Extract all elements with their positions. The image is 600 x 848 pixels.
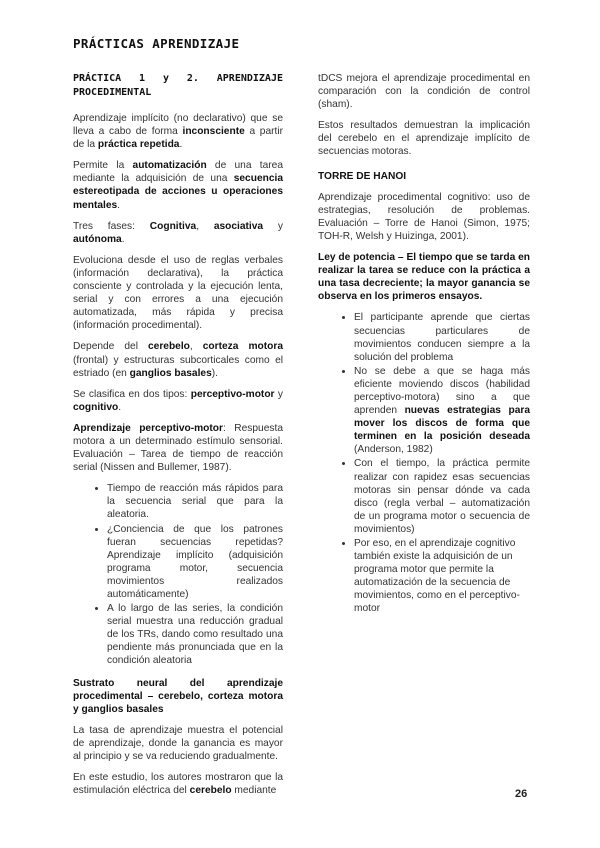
page-number: 26 (515, 788, 528, 800)
list-item: • A lo largo de las series, la condición serial muestra una reducción gradual de los TRs, dando como resultado una pendiente más pronunciada que en la condición aleatoria (107, 602, 283, 667)
subheading-sustrato-neural: Sustrato neural del aprendizaje procedimental – cerebelo, corteza motora y ganglios basales (73, 677, 283, 715)
paragraph-resultados: Estos resultados demuestran la implicación del cerebelo en el aprendizaje implícito de secuencias motoras. (318, 120, 530, 158)
list-item: • Con el tiempo, la práctica permite realizar con rapidez esas secuencias motoras sin pensar dónde va cada disco (regla verbal – automatización de un programa motor o secuencia de movimientos) (354, 457, 530, 536)
paragraph-clasifica: Se clasifica en dos tipos: perceptivo-motor y cognitivo. (73, 388, 283, 413)
paragraph-automatizacion: Permite la automatización de una tarea mediante la adquisición de una secuencia estereotipada de acciones u operaciones mentales. (73, 160, 283, 211)
list-item: • No se debe a que se haga más eficiente moviendo discos (habilidad perceptivo-motora) sino a que aprenden nuevas estrategias para mover los discos de forma que terminen en la posición deseada (Anderson, 1982) (354, 365, 530, 457)
paragraph-depende: Depende del cerebelo, corteza motora (frontal) y estructuras subcorticales como el estriado (en ganglios basales). (73, 341, 283, 379)
paragraph-tres-fases: Tres fases: Cognitiva, asociativa y autónoma. (73, 220, 283, 245)
list-item: • Por eso, en el aprendizaje cognitivo también existe la adquisición de un programa motor que permite la automatización de la secuencia de movimientos, como en el perceptivo-motor (354, 537, 530, 616)
list-item: • ¿Conciencia de que los patrones fueran secuencias repetidas? Aprendizaje implícito (adquisición programa motor, secuencia movimientos realizados automáticamente) (107, 523, 283, 602)
paragraph-aprendizaje-implicito: Aprendizaje implícito (no declarativo) que se lleva a cabo de forma inconsciente a partir de la práctica repetida. (73, 113, 283, 151)
paragraph-perceptivo-motor: Aprendizaje perceptivo-motor: Respuesta motora a un determinado estímulo sensorial. Evaluación – Tarea de tiempo de reacción serial (Nissen and Bullemer, 1987). (73, 422, 283, 474)
list-item: • El participante aprende que ciertas secuencias particulares de movimientos conducen siempre a la solución del problema (354, 311, 530, 363)
paragraph-tdcs: tDCS mejora el aprendizaje procedimental en comparación con la condición de control (sham). (318, 73, 530, 111)
bullet-list-left (73, 482, 283, 667)
right-column (318, 72, 530, 625)
left-column (73, 72, 283, 805)
paragraph-torre-hanoi: Aprendizaje procedimental cognitivo: uso de estrategias, resolución de problemas. Evaluación – Torre de Hanoi (Simon, 1975; TOH-R, Welsh y Huizinga, 2001). (318, 191, 530, 242)
page-header-title: PRÁCTICAS APRENDIZAJE (73, 36, 240, 51)
heading-torre-de-hanoi: TORRE DE HANOI (318, 170, 407, 182)
paragraph-ley-potencia: Ley de potencia – El tiempo que se tarda en realizar la tarea se reduce con la práctica a una tasa decreciente; la mayor ganancia se observa en los primeros ensayos. (318, 252, 530, 303)
list-item: • Tiempo de reacción más rápidos para la secuencia serial que para la aleatoria. (107, 482, 283, 521)
paragraph-evoluciona: Evoluciona desde el uso de reglas verbales (información declarativa), la práctica consciente y controlada y la ejecución lenta, serial y con errores a una ejecución automatizada, más rápida y precisa (información procedimental). (73, 254, 283, 332)
paragraph-tasa-aprendizaje: La tasa de aprendizaje muestra el potencial de aprendizaje, donde la ganancia es mayor al principio y se va reduciendo gradualmente. (73, 724, 283, 763)
bullet-list-right (318, 311, 530, 615)
paragraph-estudio: En este estudio, los autores mostraron que la estimulación eléctrica del cerebelo mediante (73, 772, 283, 797)
section-title-practica: PRÁCTICA 1 y 2. APRENDIZAJE PROCEDIMENTAL (73, 73, 283, 98)
